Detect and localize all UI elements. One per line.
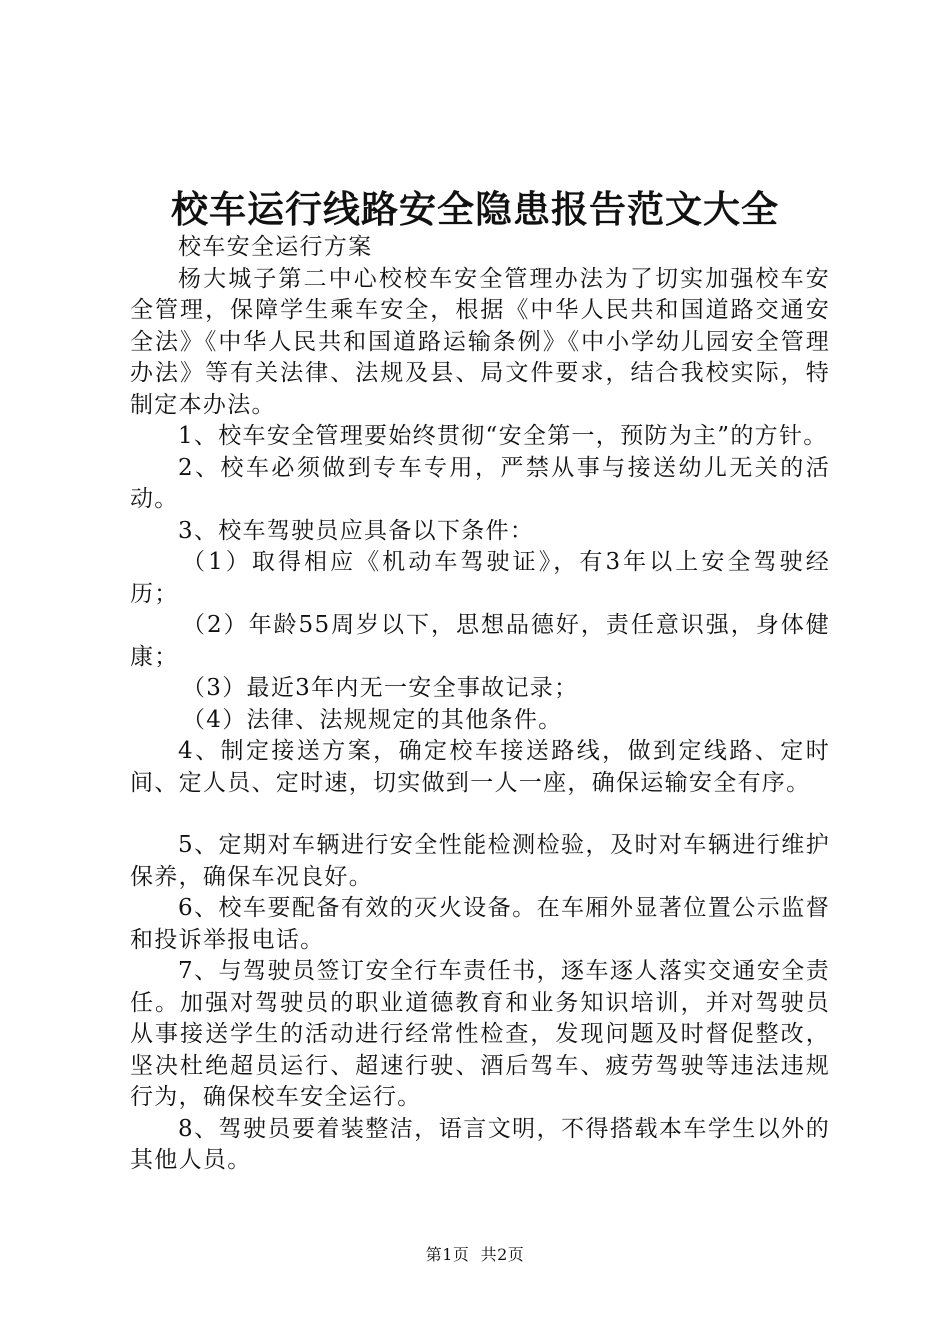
paragraph-condition-3: （3）最近3年内无一安全事故记录； [182,675,579,701]
paragraph-item-3: 3、校车驾驶员应具备以下条件： [178,517,535,544]
document-body [130,232,830,1177]
page-total: 共2页 [480,1245,525,1264]
paragraph-item-5: 5、定期对车辆进行安全性能检测检验，及时对车辆进行维护保养，确保车况良好。 [130,832,830,890]
paragraph-heading: 校车安全运行方案 [178,234,373,260]
paragraph-condition-2: （2）年龄55周岁以下，思想品德好，责任意识强，身体健康； [130,612,830,670]
paragraph-item-8: 8、驾驶员要着装整洁，语言文明，不得搭载本车学生以外的其他人员。 [130,1115,830,1173]
paragraph-item-2: 2、校车必须做到专车专用，严禁从事与接送幼儿无关的活动。 [130,454,830,512]
page-number: 第1页 [425,1245,470,1264]
paragraph-item-7: 7、与驾驶员签订安全行车责任书，逐车逐人落实交通安全责任。加强对驾驶员的职业道德教育和业务知识培训，并对驾驶员从事接送学生的活动进行经常性检查，发现问题及时督促整改，坚决杜绝超员运行、超速行驶、酒后驾车、疲劳驾驶等违法违规行为，确保校车安全运行。 [130,958,830,1110]
paragraph-item-6: 6、校车要配备有效的灭火设备。在车厢外显著位置公示监督和投诉举报电话。 [130,895,830,953]
paragraph-intro: 杨大城子第二中心校校车安全管理办法为了切实加强校车安全管理，保障学生乘车安全，根据《中华人民共和国道路交通安全法》《中华人民共和国道路运输条例》《中小学幼儿园安全管理办法》等有关法律、法规及县、局文件要求，结合我校实际，特制定本办法。 [130,265,830,418]
paragraph-item-1: 1、校车安全管理要始终贯彻“安全第一，预防为主”的方针。 [178,423,828,449]
document-title: 校车运行线路安全隐患报告范文大全 [171,187,779,231]
paragraph-condition-1: （1）取得相应《机动车驾驶证》，有3年以上安全驾驶经历； [130,549,830,607]
page-footer [0,1244,950,1266]
paragraph-condition-4: （4）法律、法规规定的其他条件。 [182,706,563,733]
paragraph-item-4: 4、制定接送方案，确定校车接送路线，做到定线路、定时间、定人员、定时速，切实做到一人一座，确保运输安全有序。 [130,738,830,796]
